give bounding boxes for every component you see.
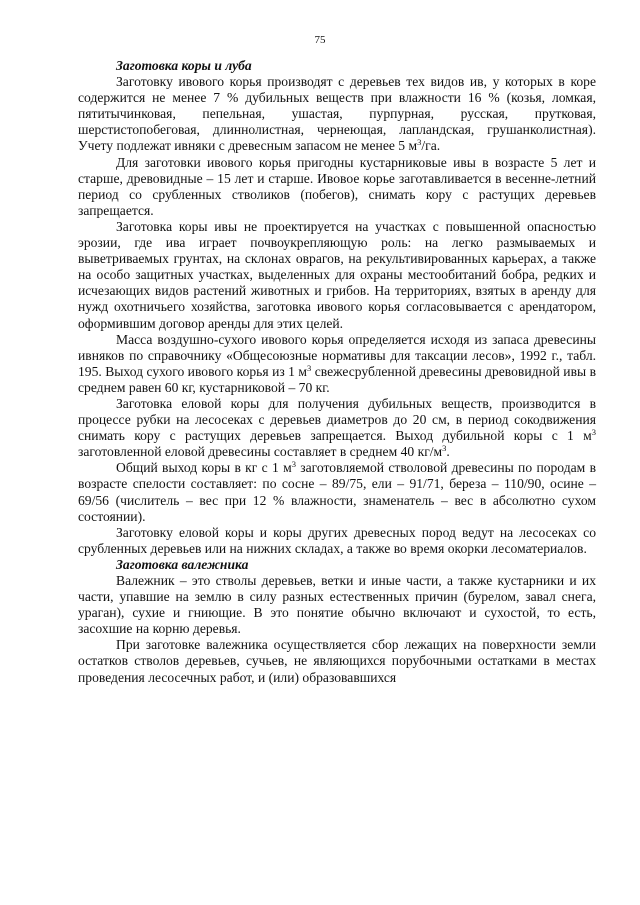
superscript: 3: [291, 459, 296, 470]
section-heading: Заготовка коры и луба: [116, 58, 252, 73]
superscript: 3: [442, 443, 447, 454]
paragraph: [78, 155, 596, 219]
superscript: 3: [307, 362, 312, 373]
paragraph: [78, 637, 596, 685]
text-run: При заготовке валежника осуществляется сбор лежащих на поверхности земли остатков стволов деревьев, сучьев, не являющихся порубочными остатками в местах проведения лесосечных работ, и (или) образовавшихся: [78, 637, 596, 685]
superscript: 3: [417, 137, 422, 148]
section-heading: Заготовка валежника: [116, 556, 249, 572]
text-run: Масса воздушно-сухого ивового корья определяется исходя из запаса древесины ивняков по справочнику «Общесоюзные нормативы для таксации лесов», 1992 г., табл. 195. Выход сухого ивового корья из 1 м: [78, 331, 596, 379]
paragraph: [78, 219, 596, 332]
paragraph: [78, 573, 596, 637]
text-run: заготовленной еловой древесины составляет в среднем 40 кг/м: [78, 444, 443, 460]
text-run: свежесрубленной древесины древовидной ивы в среднем равен 60 кг, кустарниковой – 70 кг.: [78, 363, 596, 395]
text-run: Общий выход коры в кг с 1 м: [116, 460, 292, 476]
paragraph: [78, 525, 596, 557]
text-run: .: [446, 444, 450, 460]
document-body: [78, 58, 596, 686]
text-run: Валежник – это стволы деревьев, ветки и иные части, а также кустарники и их части, упавшие на землю в силу разных естественных причин (бурелом, завал снега, ураган), сухие и гниющие. В это понятие обычно включают и сухостой, то есть, засохшие на корню деревья.: [78, 573, 596, 637]
paragraph: [78, 74, 596, 154]
paragraph: [78, 460, 596, 524]
text-run: Для заготовки ивового корья пригодны кустарниковые ивы в возрасте 5 лет и старше, древовидные – 15 лет и старше. Ивовое корье заготавливается в весенне-летний период со срубленных стволиков (побегов), снимать кору с растущих деревьев запрещается.: [78, 154, 596, 218]
text-run: заготовляемой стволовой древесины по породам в возрасте спелости составляет: по сосне – 89/75, ели – 91/71, береза – 110/90, осине – 69/56 (числитель – вес при 12 % влажности, знаменатель – вес в абсолютно сухом состоянии).: [78, 460, 596, 524]
paragraph: [78, 332, 596, 396]
paragraph: [78, 396, 596, 460]
superscript: 3: [591, 427, 596, 438]
page-number: 75: [314, 34, 326, 46]
text-run: Заготовку ивового корья производят с деревьев тех видов ив, у которых в коре содержится не менее 7 % дубильных веществ при влажности 16 % (козья, ломкая, пятитычинковая, пепельная, ушастая, пурпурная, русская, прутковая, шерстистопобеговая, длиннолистная, чернеющая, лапландская, грушанколистная). Учету подлежат ивняки с древесным запасом не менее 5 м: [78, 74, 596, 154]
text-run: Заготовку еловой коры и коры других древесных пород ведут на лесосеках со срубленных деревьев или на нижних складах, а также во время окорки лесоматериалов.: [78, 524, 596, 556]
text-run: Заготовка еловой коры для получения дубильных веществ, производится в процессе рубки на лесосеках с деревьев диаметров до 20 см, в период сокодвижения снимать кору с растущих деревьев запрещается. Выход дубильной коры с 1 м: [78, 395, 596, 444]
text-run: /га.: [421, 138, 441, 154]
text-run: Заготовка коры ивы не проектируется на участках с повышенной опасностью эрозии, где ива играет почвоукрепляющую роль: на легко размываемых и выветриваемых грунтах, на склонах оврагов, на рекультивированных карьерах, а также на особо защитных участках, выделенных для охраны местообитаний бобра, редких и исчезающих видов растений животных и грибов. На территориях, взятых в аренду для нужд охотничьего хозяйства, заготовка ивового корья согласовывается с арендатором, оформившим договор аренды для этих целей.: [78, 218, 596, 331]
